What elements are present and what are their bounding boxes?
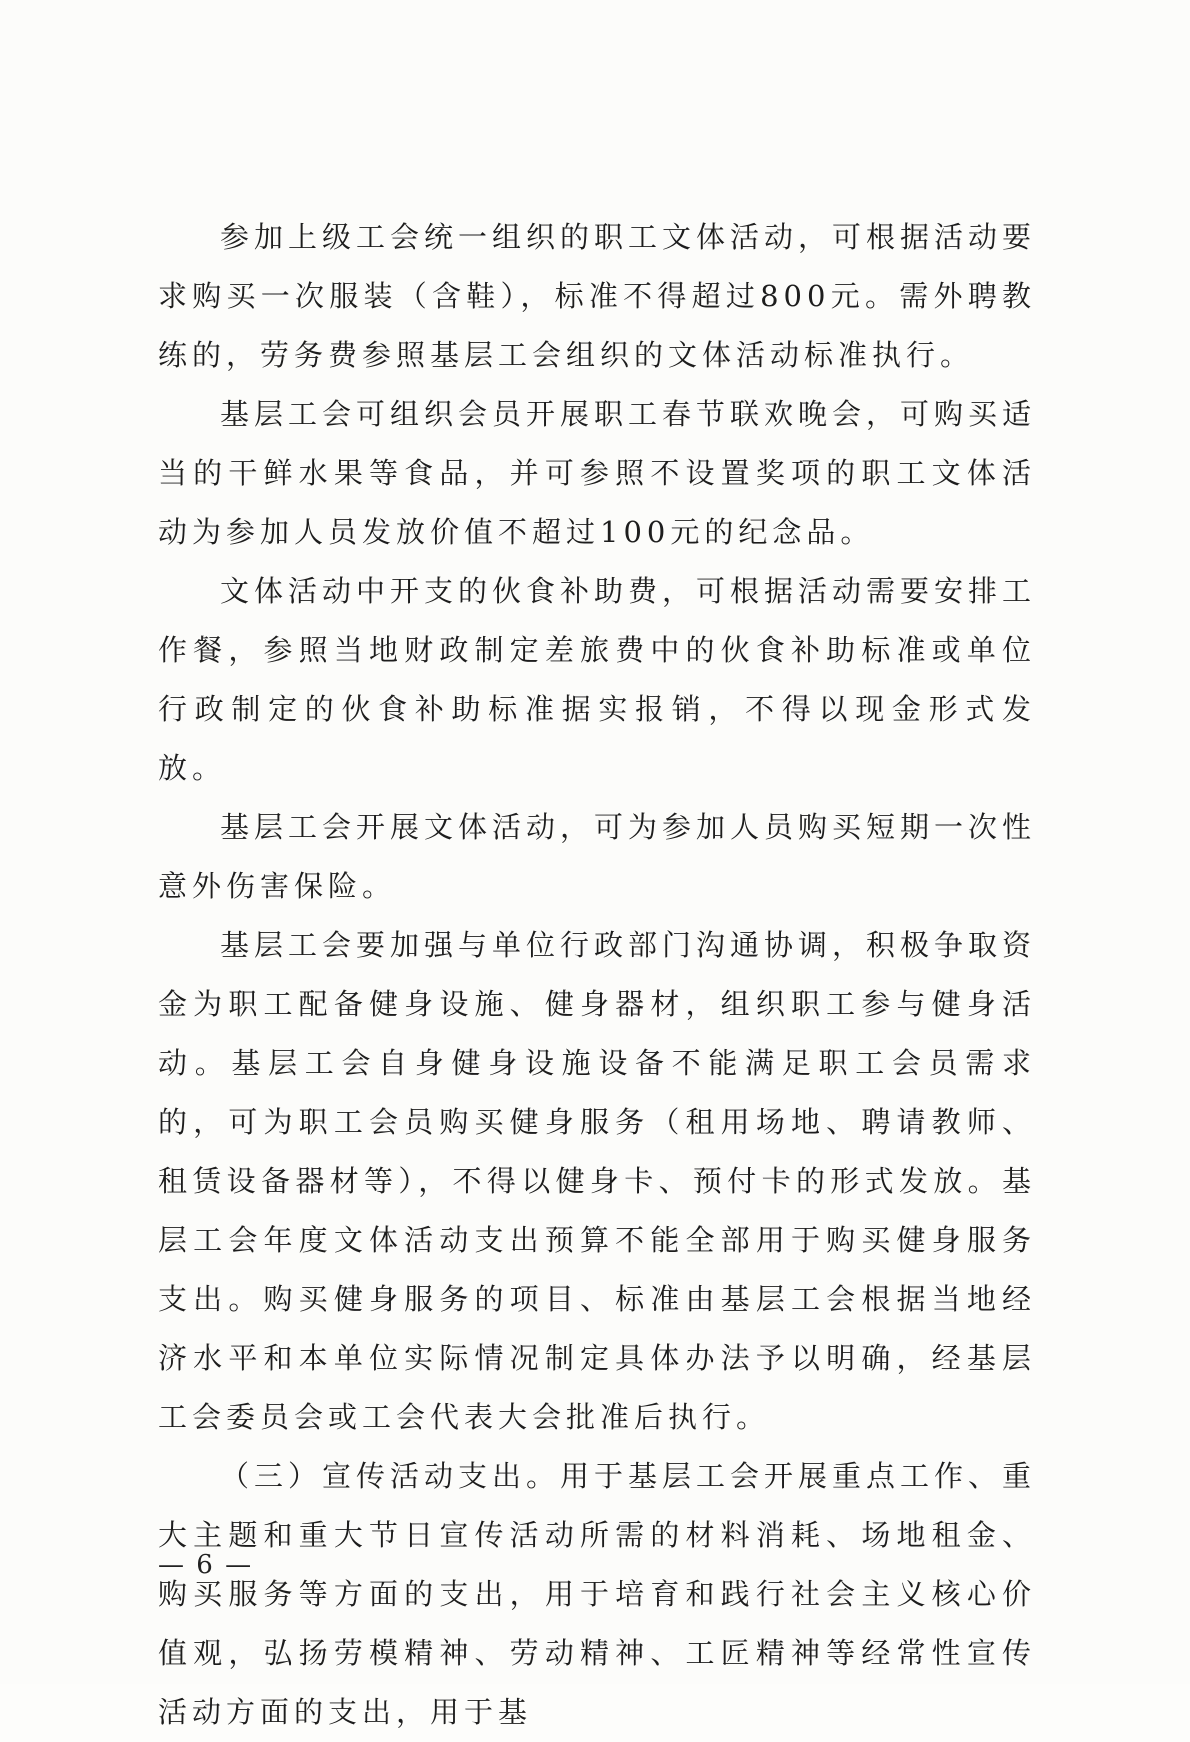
paragraph-publicity-expenses: （三）宣传活动支出。用于基层工会开展重点工作、重大主题和重大节日宣传活动所需的材料消耗、场地租金、购买服务等方面的支出，用于培育和践行社会主义核心价值观，弘扬劳模精神、劳动精神、工匠精神等经常性宣传活动方面的支出，用于基: [158, 1459, 1037, 1729]
paragraph-meal-subsidy: 文体活动中开支的伙食补助费，可根据活动需要安排工作餐，参照当地财政制定差旅费中的伙食补助标准或单位行政制定的伙食补助标准据实报销，不得以现金形式发放。: [158, 574, 1037, 785]
paragraph-spring-festival-gala: 基层工会可组织会员开展职工春节联欢晚会，可购买适当的干鲜水果等食品，并可参照不设置奖项的职工文体活动为参加人员发放价值不超过100元的纪念品。: [158, 397, 1037, 549]
document-body: [158, 208, 1036, 1742]
page-number: — 6 —: [158, 1550, 254, 1580]
paragraph-accident-insurance: 基层工会开展文体活动，可为参加人员购买短期一次性意外伤害保险。: [158, 810, 1037, 903]
paragraph-uniform-purchase: 参加上级工会统一组织的职工文体活动，可根据活动要求购买一次服装（含鞋），标准不得超过800元。需外聘教练的，劳务费参照基层工会组织的文体活动标准执行。: [158, 220, 1037, 372]
paragraph-fitness-services: 基层工会要加强与单位行政部门沟通协调，积极争取资金为职工配备健身设施、健身器材，组织职工参与健身活动。基层工会自身健身设施设备不能满足职工会员需求的，可为职工会员购买健身服务（租用场地、聘请教师、租赁设备器材等），不得以健身卡、预付卡的形式发放。基层工会年度文体活动支出预算不能全部用于购买健身服务支出。购买健身服务的项目、标准由基层工会根据当地经济水平和本单位实际情况制定具体办法予以明确，经基层工会委员会或工会代表大会批准后执行。: [158, 928, 1037, 1434]
